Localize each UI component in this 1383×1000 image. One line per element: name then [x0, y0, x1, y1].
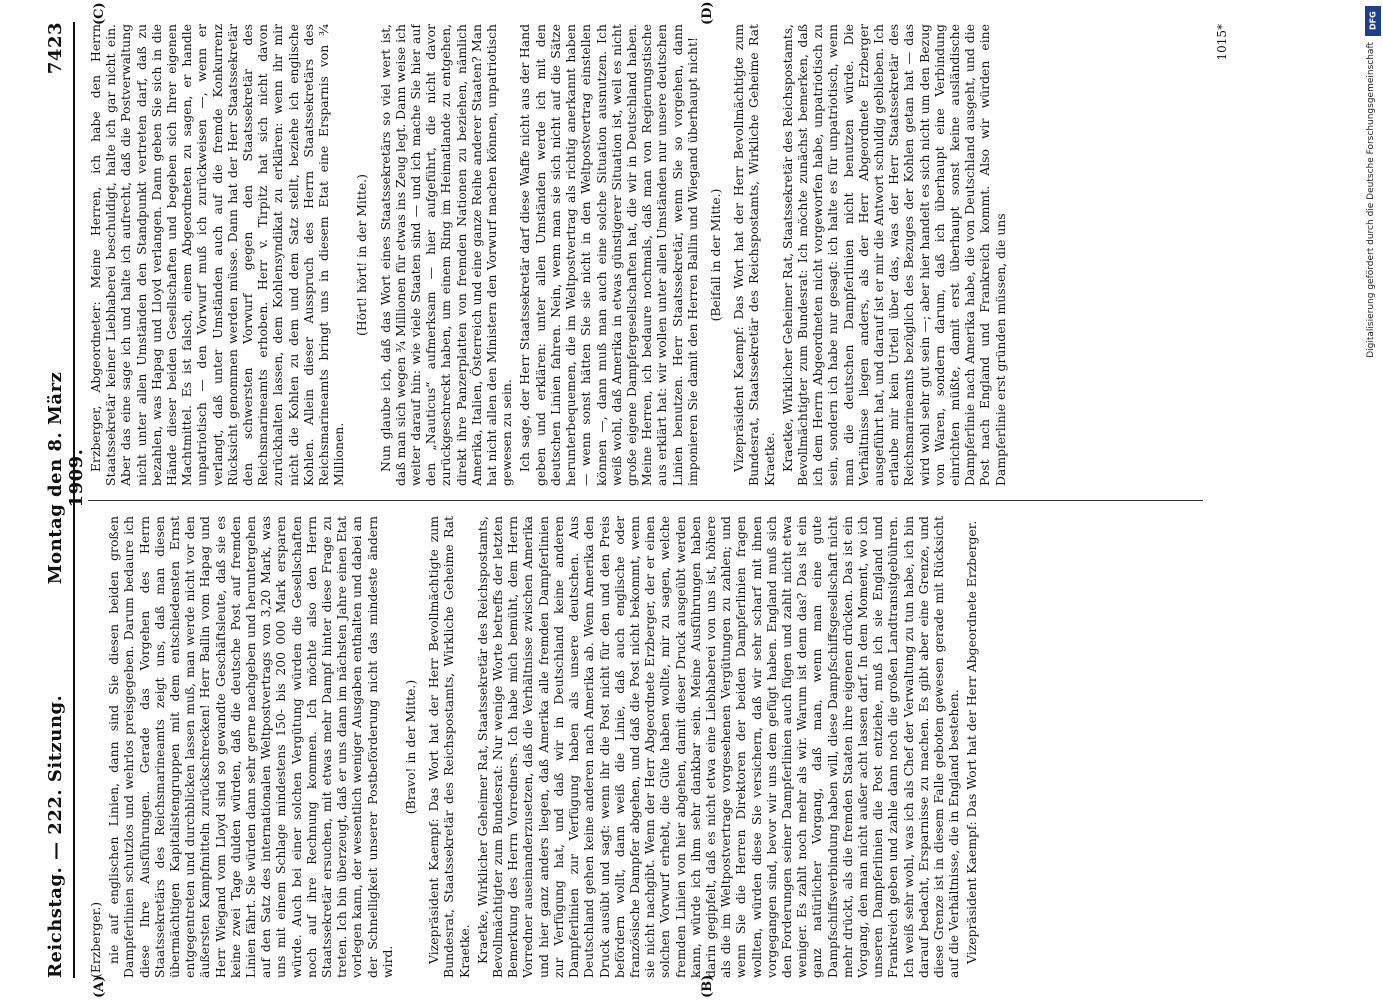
left-paragraph-2: Vizepräsident Kaempf: Das Wort hat der Herr Bevollmächtigte zum Bundesrat, Staatssekretär des Reichspostamts, Wirkliche Geheime Rat Kraetke.: [426, 516, 472, 978]
signature-mark: 1015*: [1215, 24, 1229, 61]
dfg-logo: DFG: [1365, 6, 1381, 36]
left-paragraph-1: nie auf englischen Linien, dann sind Sie diesen beiden großen Dampferlinien schutzlos und wehrlos preisgegeben. Darum bedaure ich diese Ihre Ausführungen. Gerade das Vorgehen des Herrn Staatssekretärs des Reichsmarineamts zeigt uns, daß man diesen übermächtigen Kapitalistengruppen mit dem entschiedensten Ernst entgegentreten und durchblicken lassen muß, man werde nicht vor den äußersten Kampfmitteln zurückschrecken! Herr Ballin vom Hapag und Herr Wiegand vom Lloyd sind so gewandte Geschäftsleute, daß sie es keine zwei Tage dulden würden, daß die deutsche Post auf fremden Linien fährt. Sie würden dann sehr gerne nachgeben und heruntergehen auf den Satz des internationalen Weltpostvertrags von 3,20 Mark, was uns mit einem Schlage mindestens 150- bis 200 000 Mark ersparen würde. Auch bei einer solchen Vergütung würden die Gesellschaften noch auf ihre Rechnung kommen. Ich möchte also den Herrn Staatssekretär ersuchen, mit etwas mehr Dampf hinter diese Frage zu treten. Ich bin überzeugt, daß er uns dann im nächsten Jahre einen Etat vorlegen kann, der wesentlich weniger Ausgaben enthalten und dabei an der Schnelligkeit unserer Postbeförderung nicht das mindeste ändern wird.: [106, 516, 395, 978]
funding-notice: Digitalisierung gefördert durch die Deutsche Forschungsgemeinschaft: [1366, 42, 1376, 358]
page-header: [45, 22, 87, 978]
right-applause-2: (Beifall in der Mitte.): [707, 188, 723, 322]
margin-marker-b: (B): [700, 974, 715, 998]
left-column: [88, 516, 1208, 978]
right-paragraph-1: Erzberger, Abgeordneter: Meine Herren, ich habe den Herrn Staatssekretär keiner Liebhaberei beschuldigt, halte ich gar nicht ein. Aber das eine sage ich und halte ich aufrecht, daß die Postverwaltung nicht unter allen Umständen den Standpunkt vertreten darf, daß zu bezahlen, was Hapag und Lloyd verlangen. Dann geben Sie sich in die Hände dieser beiden Gesellschaften und begeben sich Ihrer eigenen Machtmittel. Es ist falsch, einem Abgeordneten zu sagen, er handle unpatriotisch — den Vorwurf muß ich zurückweisen —, wenn er verlangt, daß unter Umständen auch auf die fremde Konkurrenz Rücksicht genommen werden müsse. Dann hat der Herr Staatssekretär den schwersten Vorwurf gegen den Staatssekretär des Reichsmarineamts erhoben. Herr v. Tirpitz hat sich nicht davon zurückhalten lassen, dem Kohlensyndikat zu erklären: wenn ihr mir nicht die Kohlen zu dem und dem Satz stellt, beziehe ich englische Kohlen. Allein dieser Ausspruch des Herrn Staatssekretärs des Reichsmarineamts bringt uns in diesem Etat eine Ersparnis von ¾ Millionen.: [88, 24, 347, 486]
margin-marker-c: (C): [92, 2, 107, 25]
header-date: Montag den 8. März 1909.: [45, 371, 87, 585]
header-left: Reichstag. — 222. Sitzung.: [45, 694, 66, 978]
right-paragraph-5: Kraetke, Wirklicher Geheimer Rat, Staatssekretär des Reichspostamts, Bevollmächtigter zum Bundesrat: Ich möchte zunächst bemerken, daß ich dem Herrn Abgeordneten nicht vorgeworfen habe, unpatriotisch zu sein, sondern ich habe nur gesagt: ich halte es für unpatriotisch, wenn man die deutschen Dampferlinien nicht benutzen würde. Die Verhältnisse liegen anders, als der Herr Abgeordnete Erzberger ausgeführt hat, und darauf ist er mir die Antwort schuldig geblieben. Ich erlaube mir kein Urteil über das, was der Herr Staatssekretär des Reichsmarineamts bezüglich des Bezuges der Kohlen getan hat — das wird wohl sehr gut sein —; aber hier handelt es sich nicht um den Bezug von Waren, sondern darum, daß ich überhaupt eine Verbindung einrichten müßte, damit erst überhaupt sonst keine ausländische Dampferlinie nach Amerika habe, die von Deutschland ausgeht, und die Post nach England und Frankreich kommt. Also wir würden eine Dampferlinie erst gründen müssen, die uns: [779, 24, 1008, 486]
right-paragraph-3: Ich sage, der Herr Staatssekretär darf diese Waffe nicht aus der Hand geben und erklären: unter allen Umständen werde ich mit den deutschen Linien fahren. Nein, wenn man sie sich nicht auf die Sätze herunterbequemen, die im Weltpostvertrag als richtig anerkannt haben — wenn sonst hätten Sie sie nicht in den Weltpostvertrag einstellen können —, dann muß man auch eine solche Situation ausnutzen. Ich weiß wohl, daß Amerika in etwas günstigerer Situation ist, weil es nicht große eigene Dampfergesellschaften hat, die wir in Deutschland haben. Meine Herren, ich bedaure nochmals, daß man von Regierungstische aus erklärt hat: wir wollen unter allen Umständen nur unsere deutschen Linien benutzen. Herr Staatssekretär, wenn Sie so vorgehen, dann imponieren Sie damit den Herren Ballin und Wiegand überhaupt nicht!: [517, 24, 700, 486]
right-column: [88, 24, 1208, 486]
right-paragraph-4: Vizepräsident Kaempf: Das Wort hat der Herr Bevollmächtigte zum Bundesrat, Staatssekretär des Reichspostamts, Wirkliche Geheime Rat Kraetke.: [731, 24, 777, 486]
speaker-tag: (Erzberger.): [88, 901, 103, 978]
column-divider: [88, 500, 1203, 501]
right-applause-1: (Hört! hört! in der Mitte.): [354, 174, 370, 336]
left-applause: (Bravo! in der Mitte.): [403, 679, 419, 815]
page-number: 7423: [45, 22, 66, 75]
digitization-sidebar: [1363, 0, 1383, 1000]
left-paragraph-3: Kraetke, Wirklicher Geheimer Rat, Staatssekretär des Reichspostamts, Bevollmächtigter zum Bundesrat: Nur wenige Worte betreffs der letzten Bemerkung des Herrn Vorredners. Ich habe mich bemüht, dem Herrn Vorredner auseinanderzusetzen, daß die Verhältnisse zwischen Amerika und hier ganz anders liegen, daß Amerika alle fremden Dampferlinien zur Verfügung hat, und daß wir in Deutschland keine anderen Dampferlinien zur Verfügung haben als unsere deutschen. Aus Deutschland gehen keine anderen nach Amerika ab. Wenn Amerika den Druck ausübt und sagt: wenn ihr die Post nicht für den und den Preis befördern wollt, dann weiß die Linie, daß auch englische oder französische Dampfer abgehen, und daß die Post nicht bekommt, wenn sie nicht nachgibt. Wenn der Herr Abgeordnete Erzberger, der er einen solchen Vorwurf erhebt, die Güte haben wollte, mir zu sagen, welche fremden Linien von hier abgehen, damit dieser Druck ausgeübt werden kann, würde ich ihm sehr dankbar sein. Meine Ausführungen haben darin gegipfelt, daß es nicht etwa eine Liebhaberei von uns ist, höhere als die im Weltpostvertrage vorgesehenen Vergütungen zu zahlen; und wenn Sie die Herren Direktoren der beiden Dampferlinien fragen wollten, würden diese Sie versichern, daß wir sehr scharf mit ihnen vorgegangen sind, bevor wir uns dem gefügt haben. England muß sich den Forderungen seiner Dampferlinien auch fügen und zahlt nicht etwa weniger. Es zahlt noch mehr als wir. Warum ist denn das? Das ist ein ganz natürlicher Vorgang, daß man, wenn man eine gute Dampfschiffsverbindung haben will, diese Dampfschiffsgesellschaft nicht mehr drückt, als die fremden Staaten ihre eigenen drücken. Das ist ein Vorgang, den man nicht außer acht lassen darf. In dem Moment, wo ich unseren Dampferlinien die Post entziehe, muß ich sie England und Frankreich geben und zahle dann noch die großen Landtransitgebühren. Ich weiß sehr wohl, was ich als Chef der Verwaltung zu tun habe, ich bin darauf bedacht, Ersparnisse zu machen. Es gibt aber eine Grenze, und diese Grenze ist in diesem Falle geboten gewesen gerade mit Rücksicht auf die Verhältnisse, die in England bestehen.: [474, 516, 962, 978]
margin-marker-d: (D): [700, 1, 715, 25]
left-paragraph-4: Vizepräsident Kaempf: Das Wort hat der Herr Abgeordnete Erzberger.: [964, 520, 980, 964]
right-paragraph-2: Nun glaube ich, daß das Wort eines Staatssekretärs so viel wert ist, daß man sich wegen ¾ Millionen für etwas ins Zeug legt. Dann weise ich weiter darauf hin: wie viele Staaten sind — und ich mache Sie hier auf den „Nauticus“ aufmerksam — hier aufgeführt, die nicht davor zurückgeschreckt haben, um einem Ring im Heimatlande zu entgehen, direkt ihre Panzerplatten von fremden Nationen zu beziehen, nämlich Amerika, Italien, Österreich und eine ganze Reihe anderer Staaten? Man hat nicht allen den Ministern den Vorwurf machen können, unpatriotisch gewesen zu sein.: [377, 24, 515, 486]
margin-marker-a: (A): [92, 975, 107, 998]
